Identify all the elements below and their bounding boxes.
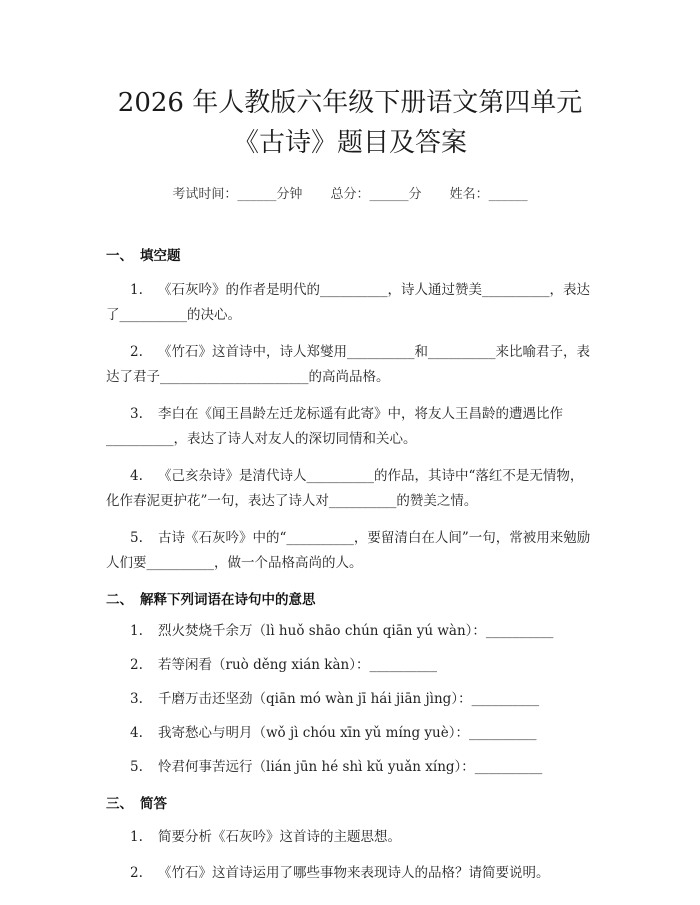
question-number: 3. bbox=[130, 406, 143, 422]
question-number: 1. bbox=[130, 282, 143, 298]
question-number: 2. bbox=[130, 657, 143, 673]
question-number: 5. bbox=[130, 530, 143, 546]
question-item bbox=[106, 755, 594, 780]
question-item bbox=[106, 721, 594, 746]
question-item bbox=[106, 825, 594, 850]
question-number: 2. bbox=[130, 344, 143, 360]
exam-time: 考试时间：______分钟 bbox=[172, 187, 303, 202]
question-item bbox=[106, 526, 594, 576]
question-text: 李白在《闻王昌龄左迁龙标遥有此寄》中，将友人王昌龄的遭遇比作__________，表达了诗人对友人的深切同情和关心。 bbox=[106, 406, 563, 447]
section-heading: 填空题 bbox=[140, 248, 181, 264]
section-title-fill-blank bbox=[106, 246, 594, 266]
section-heading: 简答 bbox=[140, 796, 167, 812]
exam-name: 姓名：______ bbox=[449, 187, 528, 202]
question-text: 《己亥杂诗》是清代诗人__________的作品，其诗中“落红不是无情物，化作春泥更护花”一句，表达了诗人对__________的赞美之情。 bbox=[106, 468, 584, 509]
question-text: 《石灰吟》的作者是明代的__________，诗人通过赞美__________，表达了__________的决心。 bbox=[106, 282, 590, 323]
question-item bbox=[106, 464, 594, 514]
question-item bbox=[106, 687, 594, 712]
exam-meta bbox=[106, 183, 594, 202]
question-item bbox=[106, 861, 594, 886]
section-fill-blank bbox=[106, 278, 594, 576]
section-number: 一、 bbox=[106, 248, 133, 264]
section-number: 三、 bbox=[106, 796, 133, 812]
question-text: 《竹石》这首诗运用了哪些事物来表现诗人的品格？请简要说明。 bbox=[158, 865, 550, 881]
question-text: 若等闲看（ruò děng xián kàn）：__________ bbox=[158, 657, 437, 673]
question-number: 1. bbox=[130, 623, 143, 639]
section-title-short-answer bbox=[106, 794, 594, 814]
question-item bbox=[106, 653, 594, 678]
question-number: 4. bbox=[130, 468, 143, 484]
question-text: 古诗《石灰吟》中的“__________，要留清白在人间”一句，常被用来勉励人们要__________，做一个品格高尚的人。 bbox=[106, 530, 591, 571]
section-number: 二、 bbox=[106, 592, 133, 608]
question-item bbox=[106, 619, 594, 644]
question-number: 1. bbox=[130, 829, 143, 845]
question-item bbox=[106, 402, 594, 452]
question-number: 4. bbox=[130, 725, 143, 741]
question-item bbox=[106, 340, 594, 390]
exam-score: 总分：______分 bbox=[330, 187, 422, 202]
section-title-explain bbox=[106, 590, 594, 610]
document-title: 2026 年人教版六年级下册语文第四单元《古诗》题目及答案 bbox=[117, 88, 583, 158]
question-text: 怜君何事苦远行（lián jūn hé shì kǔ yuǎn xíng）：__________ bbox=[158, 759, 543, 775]
section-short-answer bbox=[106, 825, 594, 886]
question-item bbox=[106, 278, 594, 328]
question-text: 我寄愁心与明月（wǒ jì chóu xīn yǔ míng yuè）：__________ bbox=[158, 725, 537, 741]
question-number: 2. bbox=[130, 865, 143, 881]
question-text: 千磨万击还坚劲（qiān mó wàn jī hái jiān jìng）：__________ bbox=[158, 691, 540, 707]
question-number: 3. bbox=[130, 691, 143, 707]
section-explain bbox=[106, 619, 594, 780]
question-text: 简要分析《石灰吟》这首诗的主题思想。 bbox=[158, 829, 401, 845]
section-heading: 解释下列词语在诗句中的意思 bbox=[140, 592, 316, 608]
question-number: 5. bbox=[130, 759, 143, 775]
question-text: 《竹石》这首诗中，诗人郑燮用__________和__________来比喻君子，表达了君子______________________的高尚品格。 bbox=[106, 344, 590, 385]
question-text: 烈火焚烧千余万（lì huǒ shāo chún qiān yú wàn）：__________ bbox=[158, 623, 554, 639]
